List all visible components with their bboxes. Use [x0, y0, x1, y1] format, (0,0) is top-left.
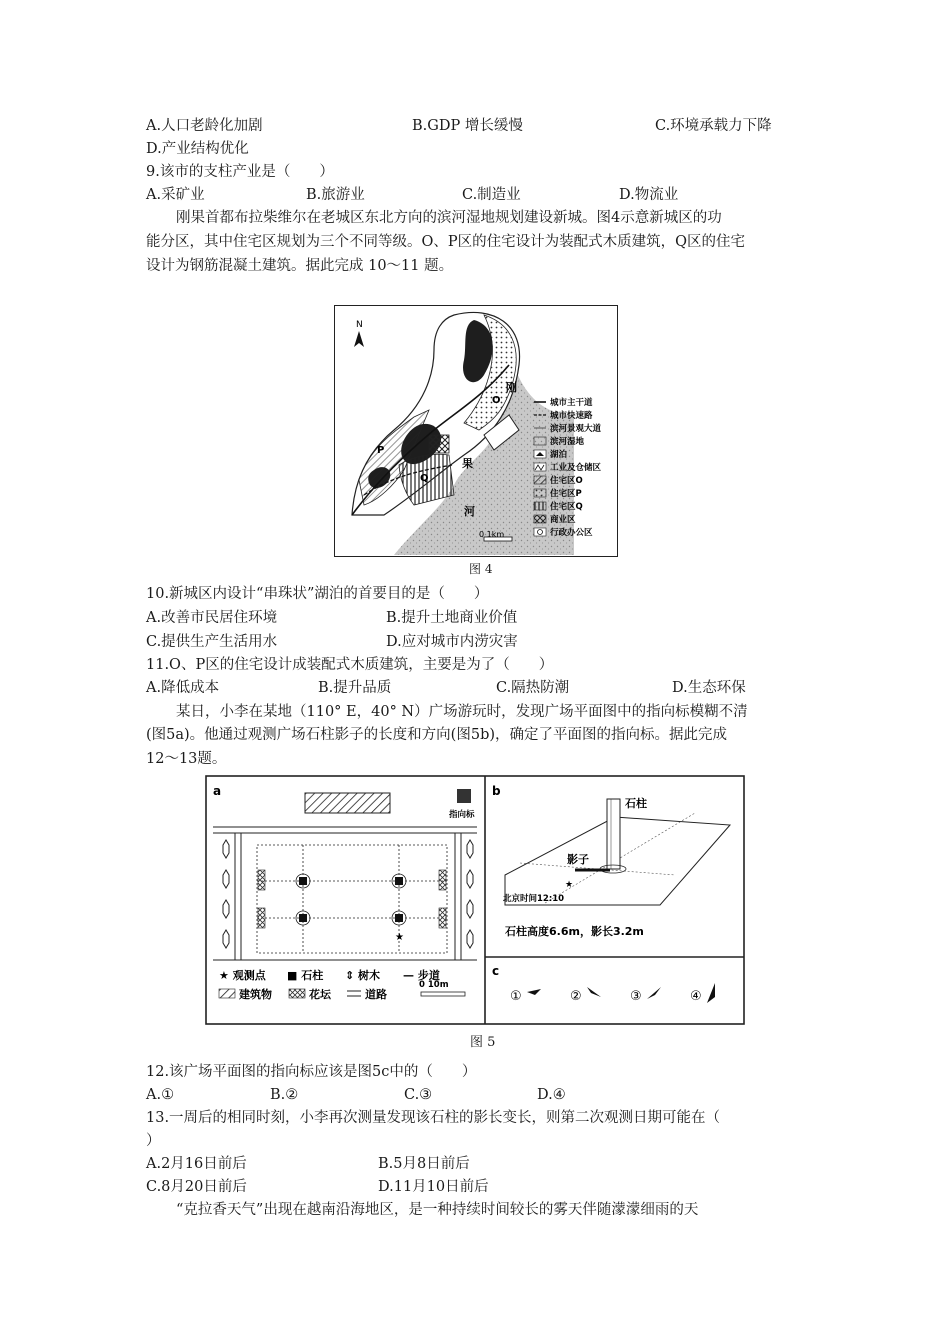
pillar-label: 石柱 [625, 797, 647, 810]
q11-option-d: D.生态环保 [672, 680, 746, 696]
q10-option-a: A.改善市民居住环境 [146, 610, 278, 626]
q9-stem: 9.该市的支柱产业是（ ） [146, 164, 334, 180]
q8-option-c: C.环境承载力下降 [655, 118, 772, 134]
q11-option-c: C.隔热防潮 [496, 680, 570, 696]
legend-pillar: ■ 石柱 [287, 969, 324, 982]
legend-item-commercial: 商业区 [550, 515, 576, 525]
q10-stem: 10.新城区内设计“串珠状”湖泊的首要目的是（ ） [146, 586, 489, 602]
legend-item-industrial: 工业及仓储区 [550, 463, 602, 473]
legend-tree: ⇕ 树木 [345, 969, 381, 982]
legend-road: 道路 [365, 988, 387, 1001]
passage1-line2: 能分区，其中住宅区规划为三个不同等级。O、P区的住宅设计为装配式木质建筑，Q区的住宅 [146, 234, 746, 250]
legend-item-main-road: 城市主干道 [550, 398, 593, 408]
figure5-scale-text: 0 10m [419, 980, 449, 990]
legend-item-riverside-avenue: 滨河景观大道 [550, 424, 602, 434]
panel-b-label: b [492, 784, 501, 798]
map-label-o: O [492, 395, 501, 406]
passage1-line3: 设计为钢筋混凝土建筑。据此完成 10～11 题。 [146, 258, 454, 274]
q11-stem: 11.O、P区的住宅设计成装配式木质建筑，主要是为了（ ） [146, 657, 554, 673]
blurred-pointer-icon [457, 789, 471, 803]
passage2-line1: 某日，小李在某地（110° E，40° N）广场游玩时，发现广场平面图中的指向标模糊不清 [176, 704, 748, 720]
map-label-gang: 刚 [506, 381, 517, 394]
q13-option-d: D.11月10日前后 [378, 1179, 489, 1195]
q8-option-d: D.产业结构优化 [146, 141, 249, 157]
passage1-line1: 刚果首都布拉柴维尔在老城区东北方向的滨河湿地规划建设新城。图4示意新城区的功 [176, 210, 722, 226]
q11-option-a: A.降低成本 [146, 680, 220, 696]
map-label-p: P [377, 445, 385, 456]
q10-option-d: D.应对城市内涝灾害 [386, 634, 518, 650]
q9-option-d: D.物流业 [619, 187, 679, 203]
figure4-map [334, 305, 618, 557]
q10-option-c: C.提供生产生活用水 [146, 634, 278, 650]
q9-option-a: A.采矿业 [146, 187, 205, 203]
legend-item-residential-o: 住宅区O [550, 476, 583, 486]
pointer-option-3: ③ [630, 989, 642, 1004]
q13-option-b: B.5月8日前后 [378, 1156, 470, 1172]
pillar-height-note: 石柱高度6.6m，影长3.2m [505, 925, 644, 938]
q8-option-a: A.人口老龄化加剧 [146, 118, 263, 134]
q12-stem: 12.该广场平面图的指向标应该是图5c中的（ ） [146, 1064, 477, 1080]
panel-c-label: c [492, 964, 500, 978]
pointer-option-4: ④ [690, 989, 702, 1004]
q8-option-b: B.GDP 增长缓慢 [412, 118, 523, 134]
passage2-line2: (图5a)。他通过观测广场石柱影子的长度和方向(图5b)，确定了平面图的指向标。据此完成 [146, 727, 728, 743]
figure5-caption: 图 5 [470, 1035, 496, 1050]
map-label-he: 河 [464, 505, 475, 518]
pointer-option-2: ② [570, 989, 582, 1004]
beijing-time-label: 北京时间12:10 [503, 894, 565, 904]
passage2-line3: 12～13题。 [146, 751, 227, 767]
q10-option-b: B.提升土地商业价值 [386, 610, 518, 626]
observer-star-icon: ★ [565, 880, 574, 890]
pointer-label: 指向标 [449, 810, 475, 820]
pointer-option-1: ① [510, 989, 522, 1004]
map-label-q: Q [420, 473, 429, 484]
q13-option-c: C.8月20日前后 [146, 1179, 247, 1195]
q11-option-b: B.提升品质 [318, 680, 392, 696]
legend-building: 建筑物 [239, 988, 272, 1001]
passage3-line1: “克拉香天气”出现在越南沿海地区，是一种持续时间较长的雾天伴随濛濛细雨的天 [176, 1202, 699, 1218]
q13-option-a: A.2月16日前后 [146, 1156, 247, 1172]
q9-option-b: B.旅游业 [306, 187, 365, 203]
legend-item-residential-q: 住宅区Q [550, 502, 583, 512]
legend-item-expressway: 城市快速路 [550, 411, 593, 421]
panel-a-label: a [213, 784, 222, 798]
legend-path: — 步道 [403, 969, 440, 982]
north-label: N [356, 320, 363, 330]
legend-item-admin: 行政办公区 [550, 528, 593, 538]
q13-stem-line2: ） [146, 1133, 161, 1149]
legend-observation-point: ★ 观测点 [219, 969, 266, 982]
figure4-scale-text: 0 1km [479, 530, 505, 539]
legend-item-residential-p: 住宅区P [550, 489, 582, 499]
q12-option-a: A.① [146, 1087, 175, 1103]
q12-option-d: D.④ [537, 1087, 566, 1103]
figure5 [205, 775, 745, 1027]
shadow-label: 影子 [567, 853, 589, 866]
observation-point-icon: ★ [395, 932, 404, 943]
legend-flower-bed: 花坛 [309, 988, 331, 1001]
map-label-guo: 果 [462, 457, 473, 470]
q12-option-c: C.③ [404, 1087, 433, 1103]
q9-option-c: C.制造业 [462, 187, 521, 203]
q13-stem-line1: 13.一周后的相同时刻，小李再次测量发现该石柱的影长变长，则第二次观测日期可能在（ [146, 1110, 721, 1126]
legend-item-wetland: 滨河湿地 [550, 437, 585, 447]
figure4-caption: 图 4 [469, 562, 493, 576]
q12-option-b: B.② [270, 1087, 299, 1103]
legend-item-lake: 湖泊 [550, 450, 568, 460]
